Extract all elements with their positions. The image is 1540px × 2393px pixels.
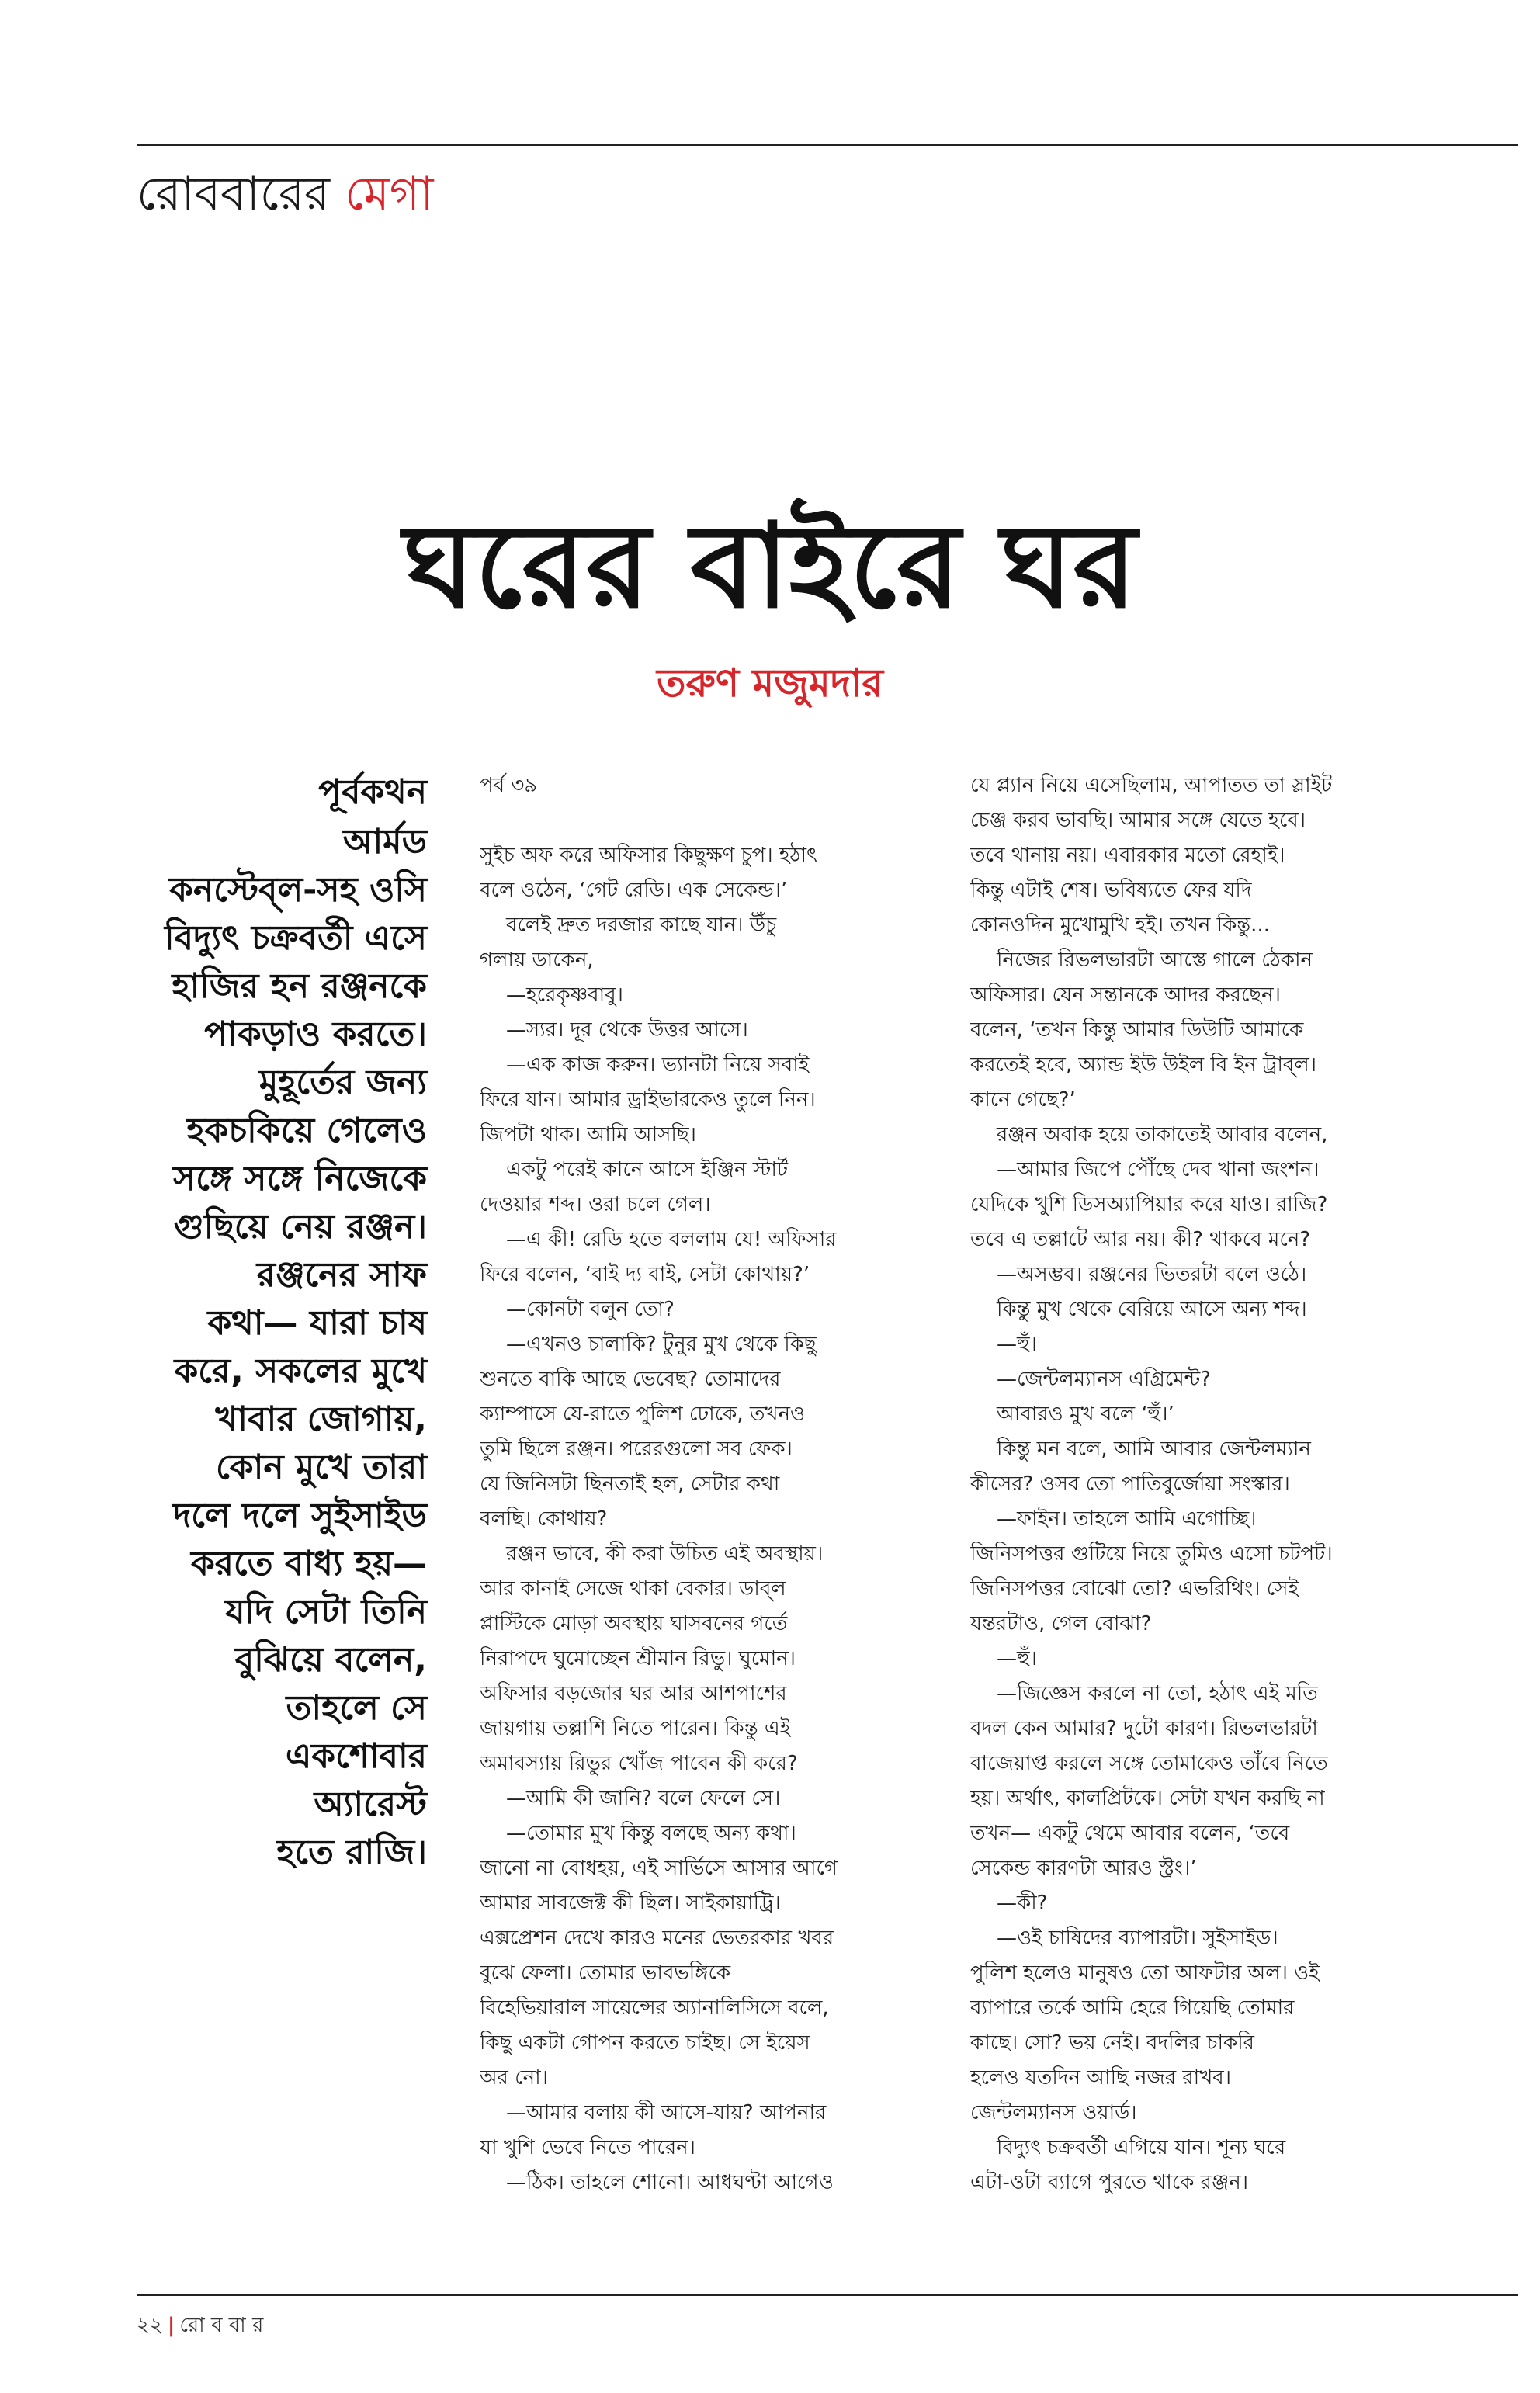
text-line: কিছু একটা গোপন করতে চাইছ। সে ইয়েস xyxy=(480,2031,810,2055)
text-line: রঞ্জন অবাক হয়ে তাকাতেই আবার বলেন, xyxy=(997,1123,1328,1146)
intro-line: করতে বাধ্য হয়— xyxy=(190,1544,427,1583)
text-line: —হরেকৃষ্ণবাবু। xyxy=(506,983,623,1007)
intro-line: খাবার জোগায়, xyxy=(215,1399,427,1439)
top-rule xyxy=(137,144,1518,146)
text-line: অফিসার। যেন সন্তানকে আদর করছেন। xyxy=(970,983,1281,1007)
text-line: জানো না বোধহয়, এই সার্ভিসে আসার আগে xyxy=(480,1857,838,1880)
text-line: কীসের? ওসব তো পাতিবুর্জোয়া সংস্কার। xyxy=(970,1472,1290,1496)
text-line: আবারও মুখ বলে ‘হুঁ।’ xyxy=(997,1403,1174,1426)
text-line: বলে ওঠেন, ‘গেট রেডি। এক সেকেন্ড।’ xyxy=(480,879,788,902)
intro-line: অ্যারেস্ট xyxy=(314,1784,427,1824)
intro-heading: পূর্বকথন xyxy=(318,772,427,812)
intro-line: গুছিয়ে নেয় রঞ্জন। xyxy=(173,1207,427,1247)
intro-line: হকচকিয়ে গেলেও xyxy=(186,1111,427,1150)
text-line: বদল কেন আমার? দুটো কারণ। রিভলভারটা xyxy=(970,1717,1318,1740)
text-line: যা খুশি ভেবে নিতে পারেন। xyxy=(480,2136,695,2159)
text-line: অফিসার বড়জোর ঘর আর আশপাশের xyxy=(480,1682,787,1705)
text-line: ব্যাপারে তর্কে আমি হেরে গিয়েছি তোমার xyxy=(970,1996,1295,2020)
text-line: —আমার বলায় কী আসে-যায়? আপনার xyxy=(506,2101,827,2124)
text-line: চেঞ্জ করব ভাবছি। আমার সঙ্গে যেতে হবে। xyxy=(970,809,1306,832)
text-line: কাছে। সো? ভয় নেই। বদলির চাকরি xyxy=(970,2031,1254,2055)
intro-line: বিদ্যুৎ চক্রবর্তী এসে xyxy=(165,918,427,958)
intro-line: কথা— যারা চাষ xyxy=(207,1303,427,1343)
text-line: শুনতে বাকি আছে ভেবেছ? তোমাদের xyxy=(480,1368,781,1391)
text-line: আমার সাবজেক্ট কী ছিল। সাইকায়াট্রি। xyxy=(480,1892,781,1915)
text-line: —এখনও চালাকি? টুনুর মুখ থেকে কিছু xyxy=(506,1333,817,1356)
text-line: তুমি ছিলে রঞ্জন। পরেরগুলো সব ফেক। xyxy=(480,1438,793,1461)
intro-line: দলে দলে সুইসাইড xyxy=(173,1496,427,1535)
intro-line: হাজির হন রঞ্জনকে xyxy=(172,966,427,1006)
text-line: —এ কী! রেডি হতে বললাম যে! অফিসার xyxy=(506,1228,837,1251)
section-header-accent: মেগা xyxy=(345,167,434,221)
magazine-name: রো ব বা র xyxy=(179,2314,264,2337)
text-line: হয়। অর্থাৎ, কালপ্রিটকে। সেটা যখন করছি না xyxy=(970,1787,1325,1810)
text-line: —ঠিক। তাহলে শোনো। আধঘণ্টা আগেও xyxy=(506,2171,834,2194)
text-line: বিদ্যুৎ চক্রবর্তী এগিয়ে যান। শূন্য ঘরে xyxy=(997,2136,1286,2159)
text-line: রঞ্জন ভাবে, কী করা উচিত এই অবস্থায়। xyxy=(506,1542,824,1566)
text-line: পুলিশ হলেও মানুষও তো আফটার অল। ওই xyxy=(970,1961,1320,1985)
intro-line: কনস্টেব্‌ল-সহ ওসি xyxy=(169,870,427,910)
text-line: বাজেয়াপ্ত করলে সঙ্গে তোমাকেও তাঁবে নিতে xyxy=(970,1752,1328,1775)
intro-line: পাকড়াও করতে। xyxy=(204,1014,427,1054)
text-line: ফিরে যান। আমার ড্রাইভারকেও তুলে নিন। xyxy=(480,1088,816,1112)
text-line: গলায় ডাকেন, xyxy=(480,949,594,972)
text-line: দেওয়ার শব্দ। ওরা চলে গেল। xyxy=(480,1193,711,1216)
intro-line: বুঝিয়ে বলেন, xyxy=(234,1640,427,1680)
text-line: যে জিনিসটা ছিনতাই হল, সেটার কথা xyxy=(480,1472,780,1496)
text-line: প্লাস্টিকে মোড়া অবস্থায় ঘাসবনের গর্তে xyxy=(480,1612,788,1635)
text-line: এটা-ওটা ব্যাগে পুরতে থাকে রঞ্জন। xyxy=(970,2171,1249,2194)
text-line: —আমি কী জানি? বলে ফেলে সে। xyxy=(506,1787,781,1810)
text-line: জিনিসপত্তর গুটিয়ে নিয়ে তুমিও এসো চটপট। xyxy=(970,1542,1333,1566)
footer-separator: | xyxy=(167,2314,175,2337)
intro-line: একশোবার xyxy=(285,1736,427,1776)
intro-line: রঞ্জনের সাফ xyxy=(256,1255,427,1295)
text-line: ক্যাম্পাসে যে-রাতে পুলিশ ঢোকে, তখনও xyxy=(480,1403,806,1426)
article-column-1 xyxy=(480,768,914,2201)
intro-line: করে, সকলের মুখে xyxy=(174,1351,427,1391)
part-label: পর্ব ৩৯ xyxy=(480,774,538,797)
text-line: কানে গেছে?’ xyxy=(970,1088,1076,1112)
intro-summary xyxy=(116,768,427,1877)
text-line: বলেন, ‘তখন কিন্তু আমার ডিউটি আমাকে xyxy=(970,1018,1304,1042)
text-line: করতেই হবে, অ্যান্ড ইউ উইল বি ইন ট্রাব্‌ল। xyxy=(970,1053,1317,1077)
text-line: জায়গায় তল্লাশি নিতে পারেন। কিন্তু এই xyxy=(480,1717,791,1740)
text-line: অমাবস্যায় রিভুর খোঁজ পাবেন কী করে? xyxy=(480,1752,798,1775)
text-line: কিন্তু এটাই শেষ। ভবিষ্যতে ফের যদি xyxy=(970,879,1252,902)
text-line: —হুঁ। xyxy=(997,1647,1037,1670)
text-line: —জিজ্ঞেস করলে না তো, হঠাৎ এই মতি xyxy=(997,1682,1318,1705)
text-line: বুঝে ফেলা। তোমার ভাবভঙ্গিকে xyxy=(480,1961,731,1985)
text-line: ফিরে বলেন, ‘বাই দ্য বাই, সেটা কোথায়?’ xyxy=(480,1263,810,1286)
text-line: —অসম্ভব। রঞ্জনের ভিতরটা বলে ওঠে। xyxy=(997,1263,1307,1286)
intro-line: মুহূর্তের জন্য xyxy=(258,1063,427,1102)
section-header-prefix: রোববারের xyxy=(137,167,331,221)
text-line: —হুঁ। xyxy=(997,1333,1037,1356)
page-footer xyxy=(137,2311,263,2339)
bottom-rule xyxy=(137,2294,1518,2296)
text-line: হলেও যতদিন আছি নজর রাখব। xyxy=(970,2066,1232,2090)
intro-line: কোন মুখে তারা xyxy=(215,1448,427,1487)
text-line: জিনিসপত্তর বোঝো তো? এভরিথিং। সেই xyxy=(970,1577,1299,1601)
text-line: —স্যর। দূর থেকে উত্তর আসে। xyxy=(506,1018,748,1042)
text-line: বলেই দ্রুত দরজার কাছে যান। উঁচু xyxy=(506,914,777,937)
text-line: তবে থানায় নয়। এবারকার মতো রেহাই। xyxy=(970,844,1285,867)
article-column-2 xyxy=(970,768,1405,2201)
intro-line: তাহলে সে xyxy=(286,1688,427,1728)
text-line: যেদিকে খুশি ডিসঅ্যাপিয়ার করে যাও। রাজি? xyxy=(970,1193,1328,1216)
text-line: —কী? xyxy=(997,1892,1048,1915)
text-line: তবে এ তল্লাটে আর নয়। কী? থাকবে মনে? xyxy=(970,1228,1311,1251)
text-line: নিরাপদে ঘুমোচ্ছেন শ্রীমান রিভু। ঘুমোন। xyxy=(480,1647,796,1670)
intro-line: আর্মড xyxy=(342,822,427,862)
text-line: কিন্তু মুখ থেকে বেরিয়ে আসে অন্য শব্দ। xyxy=(997,1298,1307,1321)
text-line: একটু পরেই কানে আসে ইঞ্জিন স্টার্ট xyxy=(506,1158,789,1181)
text-line: বিহেভিয়ারাল সায়েন্সের অ্যানালিসিসে বলে, xyxy=(480,1996,829,2020)
page-number: ২২ xyxy=(137,2314,163,2337)
text-line: যে প্ল্যান নিয়ে এসেছিলাম, আপাতত তা স্লাইট xyxy=(970,774,1333,797)
text-line: নিজের রিভলভারটা আস্তে গালে ঠেকান xyxy=(997,949,1313,972)
text-line: —আমার জিপে পৌঁছে দেব খানা জংশন। xyxy=(997,1158,1320,1181)
text-line: জেন্টলম্যানস ওয়ার্ড। xyxy=(970,2101,1137,2124)
intro-lines xyxy=(116,818,427,1877)
intro-line: হতে রাজি। xyxy=(276,1833,427,1872)
text-line: সেকেন্ড কারণটা আরও স্ট্রং।’ xyxy=(970,1857,1197,1880)
intro-line: যদি সেটা তিনি xyxy=(225,1592,427,1632)
text-line: —জেন্টলম্যানস এগ্রিমেন্ট? xyxy=(997,1368,1211,1391)
text-line: কিন্তু মন বলে, আমি আবার জেন্টলম্যান xyxy=(997,1438,1311,1461)
text-line: এক্সপ্রেশন দেখে কারও মনের ভেতরকার খবর xyxy=(480,1927,834,1950)
article-author: তরুণ মজুমদার xyxy=(656,661,884,706)
text-line: কোনওদিন মুখোমুখি হই। তখন কিন্তু... xyxy=(970,914,1270,937)
text-line: বলছি। কোথায়? xyxy=(480,1507,608,1531)
text-line: আর কানাই সেজে থাকা বেকার। ডাব্‌ল xyxy=(480,1577,786,1601)
text-line: —ওই চাষিদের ব্যাপারটা। সুইসাইড। xyxy=(997,1927,1278,1950)
text-line: —কোনটা বলুন তো? xyxy=(506,1298,675,1321)
column-1-text xyxy=(480,838,914,2201)
column-2-text xyxy=(970,768,1405,2201)
text-line: —তোমার মুখ কিন্তু বলছে অন্য কথা। xyxy=(506,1822,796,1845)
text-line: সুইচ অফ করে অফিসার কিছুক্ষণ চুপ। হঠাৎ xyxy=(480,844,817,867)
text-line: তখন— একটু থেমে আবার বলেন, ‘তবে xyxy=(970,1822,1290,1845)
text-line: অর নো। xyxy=(480,2066,548,2090)
section-header xyxy=(137,163,434,225)
intro-line: সঙ্গে সঙ্গে নিজেকে xyxy=(173,1159,427,1198)
article-title: ঘরের বাইরে ঘর xyxy=(403,499,1137,634)
text-line: যন্তরটাও, গেল বোঝা? xyxy=(970,1612,1152,1635)
text-line: —ফাইন। তাহলে আমি এগোচ্ছি। xyxy=(997,1507,1257,1531)
text-line: জিপটা থাক। আমি আসছি। xyxy=(480,1123,696,1146)
text-line: —এক কাজ করুন। ভ্যানটা নিয়ে সবাই xyxy=(506,1053,810,1077)
